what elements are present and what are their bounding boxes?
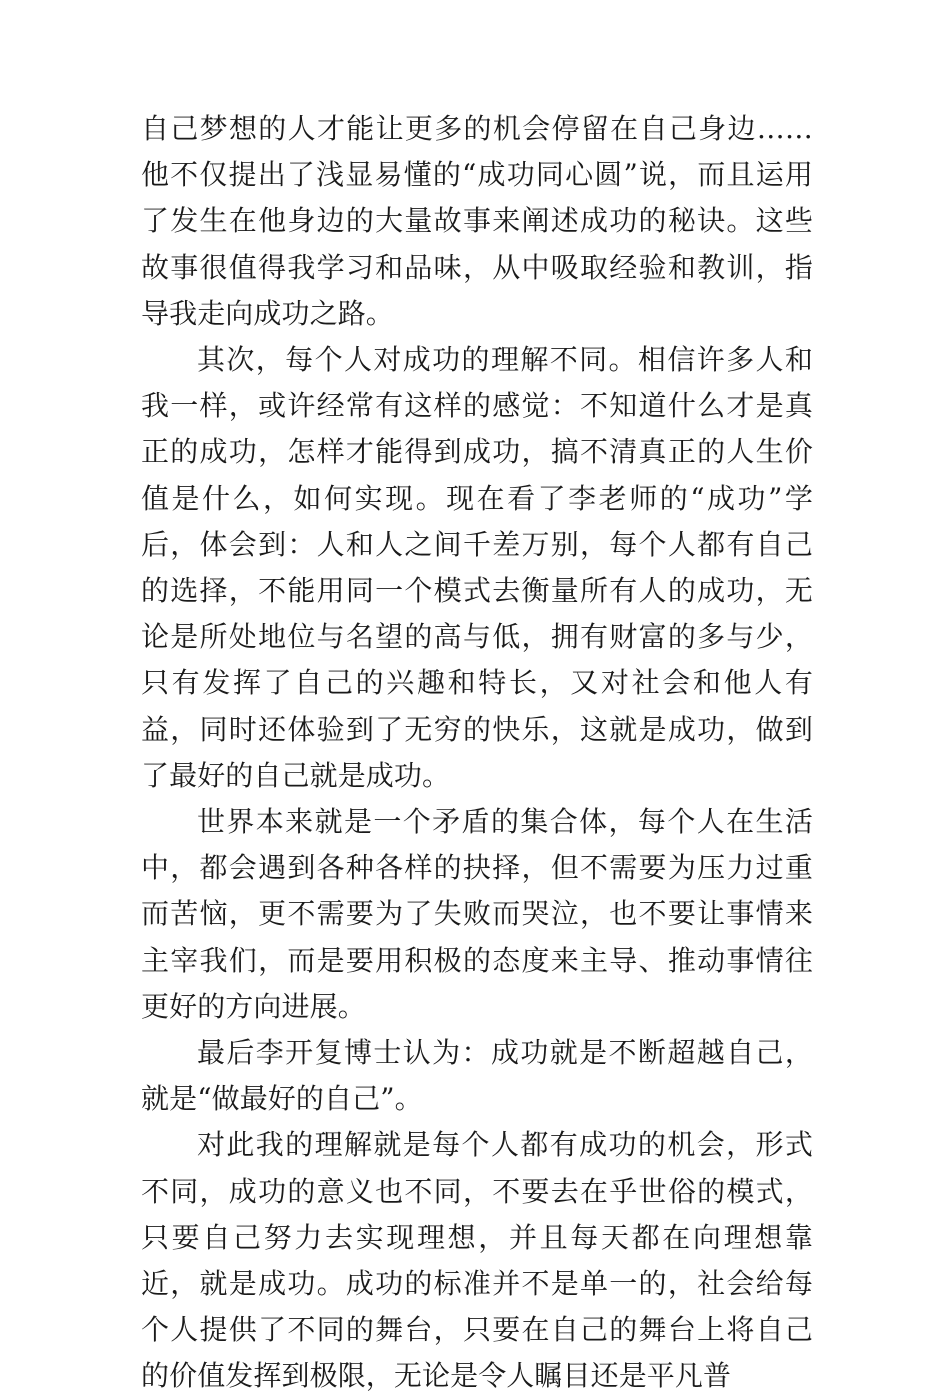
document-body bbox=[141, 106, 813, 1400]
paragraph-2: 其次，每个人对成功的理解不同。相信许多人和我一样，或许经常有这样的感觉：不知道什么才是真正的成功，怎样才能得到成功，搞不清真正的人生价值是什么，如何实现。现在看了李老师的“成功”学后，体会到：人和人之间千差万别，每个人都有自己的选择，不能用同一个模式去衡量所有人的成功，无论是所处地位与名望的高与低，拥有财富的多与少，只有发挥了自己的兴趣和特长，又对社会和他人有益，同时还体验到了无穷的快乐，这就是成功，做到了最好的自己就是成功。 bbox=[141, 343, 813, 792]
paragraph-1: 自己梦想的人才能让更多的机会停留在自己身边……他不仅提出了浅显易懂的“成功同心圆”说，而且运用了发生在他身边的大量故事来阐述成功的秘诀。这些故事很值得我学习和品味，从中吸取经验和教训，指导我走向成功之路。 bbox=[141, 112, 813, 330]
paragraph-4: 最后李开复博士认为：成功就是不断超越自己，就是“做最好的自己”。 bbox=[141, 1036, 813, 1116]
paragraph-5: 对此我的理解就是每个人都有成功的机会，形式不同，成功的意义也不同，不要去在乎世俗的模式，只要自己努力去实现理想，并且每天都在向理想靠近，就是成功。成功的标准并不是单一的，社会给每个人提供了不同的舞台，只要在自己的舞台上将自己的价值发挥到极限，无论是令人瞩目还是平凡普 bbox=[141, 1128, 813, 1393]
paragraph-3: 世界本来就是一个矛盾的集合体，每个人在生活中，都会遇到各种各样的抉择，但不需要为压力过重而苦恼，更不需要为了失败而哭泣，也不要让事情来主宰我们，而是要用积极的态度来主导、推动事情往更好的方向进展。 bbox=[141, 805, 813, 1023]
